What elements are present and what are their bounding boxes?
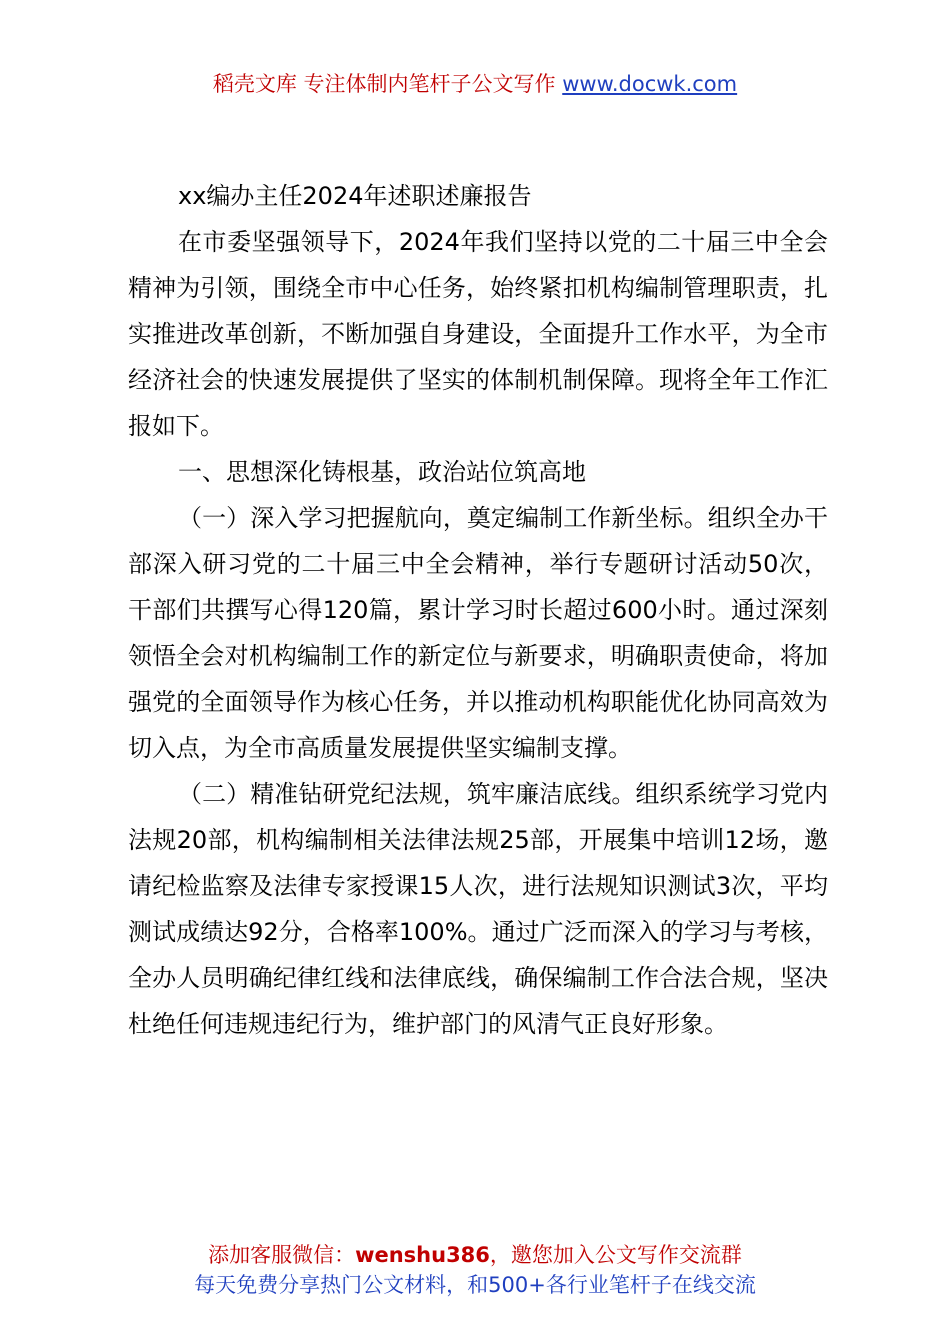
intro-paragraph: 在市委坚强领导下，2024年我们坚持以党的二十届三中全会精神为引领，围绕全市中心任务，始终紧扣机构编制管理职责，扎实推进改革创新，不断加强自身建设，全面提升工作水平，为全市经济社会的快速发展提供了坚实的体制机制保障。现将全年工作汇报如下。 (128, 228, 828, 440)
section-heading: 一、思想深化铸根基，政治站位筑高地 (178, 458, 586, 486)
promo-line: 每天免费分享热门公文材料，和500+各行业笔杆子在线交流 (194, 1273, 756, 1297)
document-body (128, 173, 828, 1047)
body-paragraph: （一）深入学习把握航向，奠定编制工作新坐标。组织全办干部深入研习党的二十届三中全会精神，举行专题研讨活动50次，干部们共撰写心得120篇，累计学习时长超过600小时。通过深刻领悟全会对机构编制工作的新定位与新要求，明确职责使命，将加强党的全面领导作为核心任务，并以推动机构职能优化协同高效为切入点，为全市高质量发展提供坚实编制支撑。 (128, 504, 828, 762)
promo-footer (0, 1240, 950, 1300)
wechat-prefix: 添加客服微信： (208, 1243, 356, 1267)
site-url-link[interactable]: www.docwk.com (562, 72, 738, 96)
wechat-contact-line (0, 1240, 950, 1270)
wechat-id: wenshu386 (355, 1243, 490, 1267)
site-header (0, 68, 950, 100)
wechat-suffix: ，邀您加入公文写作交流群 (489, 1243, 742, 1267)
document-title: xx编办主任2024年述职述廉报告 (178, 182, 532, 210)
body-paragraph: （二）精准钻研党纪法规，筑牢廉洁底线。组织系统学习党内法规20部，机构编制相关法律法规25部，开展集中培训12场，邀请纪检监察及法律专家授课15人次，进行法规知识测试3次，平均测试成绩达92分，合格率100%。通过广泛而深入的学习与考核，全办人员明确纪律红线和法律底线，确保编制工作合法合规，坚决杜绝任何违规违纪行为，维护部门的风清气正良好形象。 (128, 780, 828, 1038)
brand-slogan: 稻壳文库 专注体制内笔杆子公文写作 (212, 72, 556, 96)
